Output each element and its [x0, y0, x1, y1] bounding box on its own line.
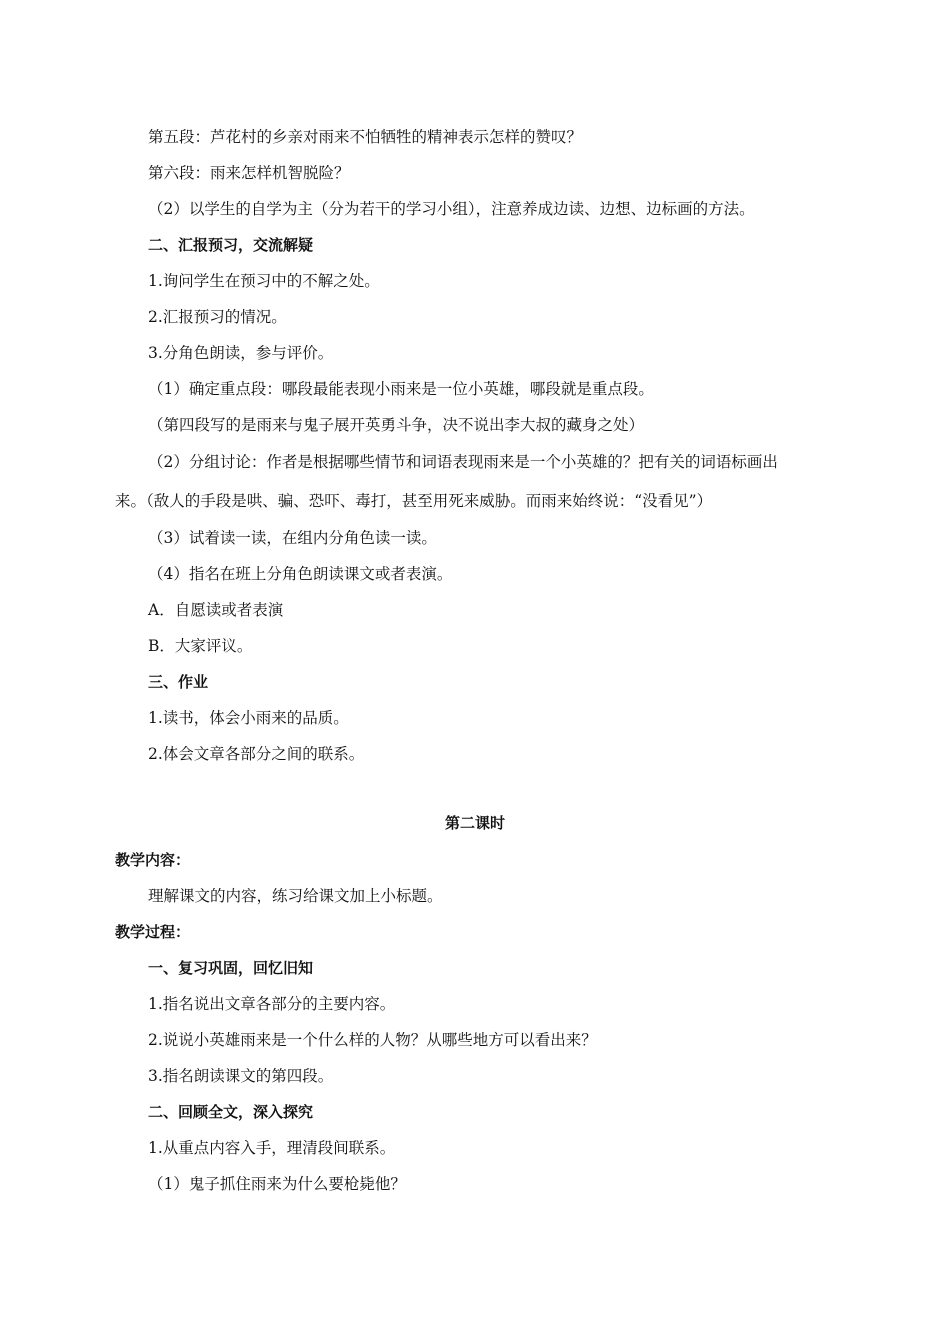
paragraph: 1.读书，体会小雨来的品质。	[148, 709, 349, 727]
lesson-title: 第二课时	[444, 814, 505, 832]
paragraph: 1.指名说出文章各部分的主要内容。	[148, 995, 396, 1013]
paragraph: B．大家评议。	[148, 637, 253, 655]
section-heading: 二、回顾全文，深入探究	[148, 1103, 314, 1121]
section-label: 教学过程：	[115, 923, 191, 941]
paragraph: 2.体会文章各部分之间的联系。	[148, 745, 365, 763]
paragraph: （1）鬼子抓住雨来为什么要枪毙他？	[148, 1175, 406, 1193]
paragraph: （4）指名在班上分角色朗读课文或者表演。	[148, 565, 453, 583]
paragraph: （3）试着读一读，在组内分角色读一读。	[148, 529, 437, 547]
paragraph: 第六段：雨来怎样机智脱险？	[148, 164, 350, 182]
paragraph: A．自愿读或者表演	[148, 601, 284, 619]
section-label: 教学内容：	[115, 851, 191, 869]
section-heading: 三、作业	[148, 673, 209, 691]
paragraph: （1）确定重点段：哪段最能表现小雨来是一位小英雄，哪段就是重点段。	[148, 380, 654, 398]
paragraph: 理解课文的内容，练习给课文加上小标题。	[148, 887, 443, 905]
paragraph: 3.分角色朗读，参与评价。	[148, 344, 334, 362]
paragraph: （2）分组讨论：作者是根据哪些情节和词语表现雨来是一个小英雄的？把有关的词语标画出	[148, 453, 778, 471]
paragraph: 2.汇报预习的情况。	[148, 308, 287, 326]
section-heading: 二、汇报预习，交流解疑	[148, 236, 314, 254]
paragraph: 2.说说小英雄雨来是一个什么样的人物？从哪些地方可以看出来？	[148, 1031, 597, 1049]
paragraph: 来。（敌人的手段是哄、骗、恐吓、毒打，甚至用死来威胁。而雨来始终说：“没看见”）	[115, 492, 713, 510]
paragraph: （2）以学生的自学为主（分为若干的学习小组），注意养成边读、边想、边标画的方法。	[148, 200, 755, 218]
paragraph: 第五段：芦花村的乡亲对雨来不怕牺牲的精神表示怎样的赞叹？	[148, 128, 583, 146]
paragraph: 3.指名朗读课文的第四段。	[148, 1067, 334, 1085]
paragraph: （第四段写的是雨来与鬼子展开英勇斗争，决不说出李大叔的藏身之处）	[148, 416, 645, 434]
section-heading: 一、复习巩固，回忆旧知	[148, 959, 314, 977]
paragraph: 1.询问学生在预习中的不解之处。	[148, 272, 380, 290]
paragraph: 1.从重点内容入手，理清段间联系。	[148, 1139, 396, 1157]
